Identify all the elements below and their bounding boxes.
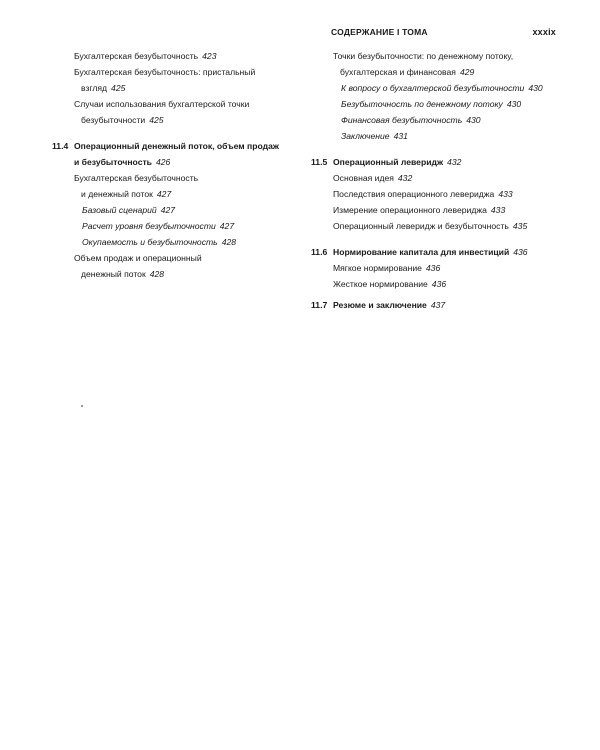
section-number: 11.5: [311, 157, 328, 167]
toc-section-11-5: [311, 154, 556, 170]
toc-entry-text-continued: взгляд: [81, 83, 108, 93]
toc-entry-page: 430: [466, 115, 481, 125]
toc-entry-text: Мягкое нормирование: [333, 263, 422, 273]
toc-entry-text-continued: безубыточности: [81, 115, 146, 125]
toc-entry-text: Безубыточность по денежному потоку: [341, 99, 503, 109]
toc-subentry: [311, 96, 556, 112]
toc-entry-text: Случаи использования бухгалтерской точки: [74, 99, 250, 109]
toc-subentry: [311, 128, 556, 144]
toc-entry: [311, 202, 556, 218]
toc-entry-page: 430: [506, 99, 522, 109]
toc-subentry: [52, 234, 302, 250]
toc-entry-text: Расчет уровня безубыточности: [82, 221, 216, 231]
toc-entry-text: Бухгалтерская безубыточность: [74, 51, 199, 61]
toc-entry: [52, 64, 302, 96]
section-title: Операционный леверидж: [333, 157, 444, 167]
section-title: Нормирование капитала для инвестиций: [333, 247, 510, 257]
toc-entry-text: Заключение: [341, 131, 390, 141]
toc-subentry: [311, 80, 556, 96]
toc-entry-page: 435: [512, 221, 528, 231]
toc-entry-text: Бухгалтерская безубыточность: [74, 173, 199, 183]
toc-entry-text: Основная идея: [333, 173, 394, 183]
section-title-continued: и безубыточность: [74, 157, 152, 167]
toc-entry-page: 428: [221, 237, 237, 247]
section-page: 437: [430, 300, 446, 310]
toc-entry-text-continued: бухгалтерская и финансовая: [340, 67, 456, 77]
toc-entry-page: 432: [397, 173, 413, 183]
toc-entry-page: 430: [528, 83, 543, 93]
toc-entry-text: Бухгалтерская безубыточность: пристальный: [74, 67, 256, 77]
toc-entry: [52, 96, 302, 128]
toc-entry-page: 427: [156, 189, 172, 199]
toc-entry: [311, 218, 556, 234]
toc-entry-text: Жесткое нормирование: [333, 279, 428, 289]
toc-entry-text: Окупаемость и безубыточность: [82, 237, 218, 247]
toc-entry-text: Последствия операционного левериджа: [333, 189, 495, 199]
toc-subentry: [52, 202, 302, 218]
toc-entry-text: К вопросу о бухгалтерской безубыточности: [341, 83, 525, 93]
paper-speck: [81, 405, 83, 407]
toc-entry: [311, 170, 556, 186]
toc-entry-text: Финансовая безубыточность: [341, 115, 463, 125]
toc-entry-text: Базовый сценарий: [82, 205, 157, 215]
toc-entry: [311, 260, 556, 276]
running-head-page-number: xxxix: [532, 27, 556, 37]
toc-entry-page: 423: [202, 51, 217, 61]
toc-subentry: [52, 218, 302, 234]
toc-entry-page: 425: [149, 115, 164, 125]
toc-entry-text: Точки безубыточности: по денежному потоку,: [333, 51, 514, 61]
toc-entry-page: 427: [160, 205, 176, 215]
section-page: 426: [155, 157, 171, 167]
toc-entry-text-continued: денежный поток: [81, 269, 146, 279]
toc-entry-page: 433: [498, 189, 513, 199]
toc-entry: [311, 48, 556, 80]
section-title: Операционный денежный поток, объем продаж: [74, 141, 279, 151]
section-number: 11.7: [311, 300, 328, 310]
toc-section-11-7: [311, 297, 556, 313]
toc-entry-text: Объем продаж и операционный: [74, 253, 202, 263]
section-number: 11.6: [311, 247, 328, 257]
toc-entry-page: 436: [431, 279, 447, 289]
toc-entry: [311, 186, 556, 202]
section-title: Резюме и заключение: [333, 300, 427, 310]
toc-subentry: [311, 112, 556, 128]
section-number: 11.4: [52, 141, 69, 151]
section-page: 436: [513, 247, 528, 257]
toc-section-11-6: [311, 244, 556, 260]
section-page: 432: [447, 157, 462, 167]
toc-left-column: [52, 48, 302, 282]
toc-entry: [52, 170, 302, 202]
toc-entry-text: Измерение операционного левериджа: [333, 205, 487, 215]
toc-entry-text-continued: и денежный поток: [81, 189, 153, 199]
toc-entry-page: 429: [459, 67, 475, 77]
toc-entry: [52, 250, 302, 282]
toc-entry-page: 436: [425, 263, 441, 273]
toc-entry-text: Операционный леверидж и безубыточность: [333, 221, 509, 231]
toc-right-column: [311, 48, 556, 313]
toc-entry: [311, 276, 556, 292]
toc-entry-page: 428: [149, 269, 165, 279]
toc-entry-page: 433: [490, 205, 506, 215]
toc-section-11-4: [52, 138, 302, 170]
running-head-title: СОДЕРЖАНИЕ I ТОМА: [331, 27, 428, 37]
toc-entry: [52, 48, 302, 64]
toc-entry-page: 425: [111, 83, 126, 93]
toc-entry-page: 431: [393, 131, 408, 141]
toc-entry-page: 427: [219, 221, 235, 231]
